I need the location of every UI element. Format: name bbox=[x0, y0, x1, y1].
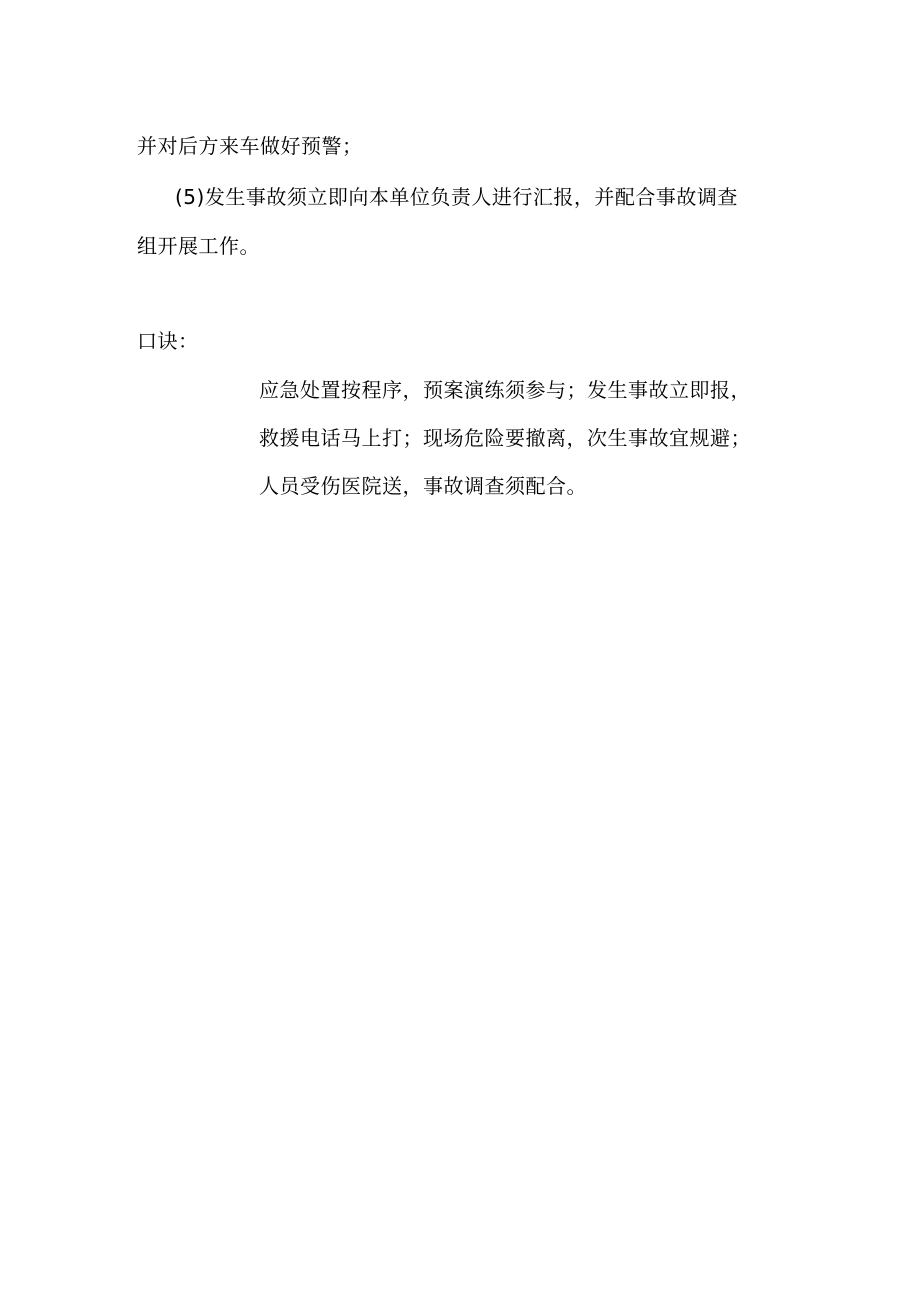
rhyme-label: 口诀： bbox=[137, 329, 199, 353]
rhyme-line-3: 人员受伤医院送，事故调查须配合。 bbox=[259, 474, 587, 498]
rhyme-line-1: 应急处置按程序，预案演练须参与；发生事故立即报， bbox=[259, 378, 751, 402]
item-number: (5) bbox=[175, 185, 205, 209]
item-5-text: 发生事故须立即向本单位负责人进行汇报，并配合事故调查 bbox=[204, 185, 738, 209]
paragraph-continuation: 并对后方来车做好预警； bbox=[137, 134, 363, 158]
item-5-line-2: 组开展工作。 bbox=[137, 234, 260, 258]
item-5-line-1 bbox=[175, 184, 738, 210]
rhyme-line-2: 救援电话马上打；现场危险要撤离，次生事故宜规避； bbox=[259, 426, 751, 450]
